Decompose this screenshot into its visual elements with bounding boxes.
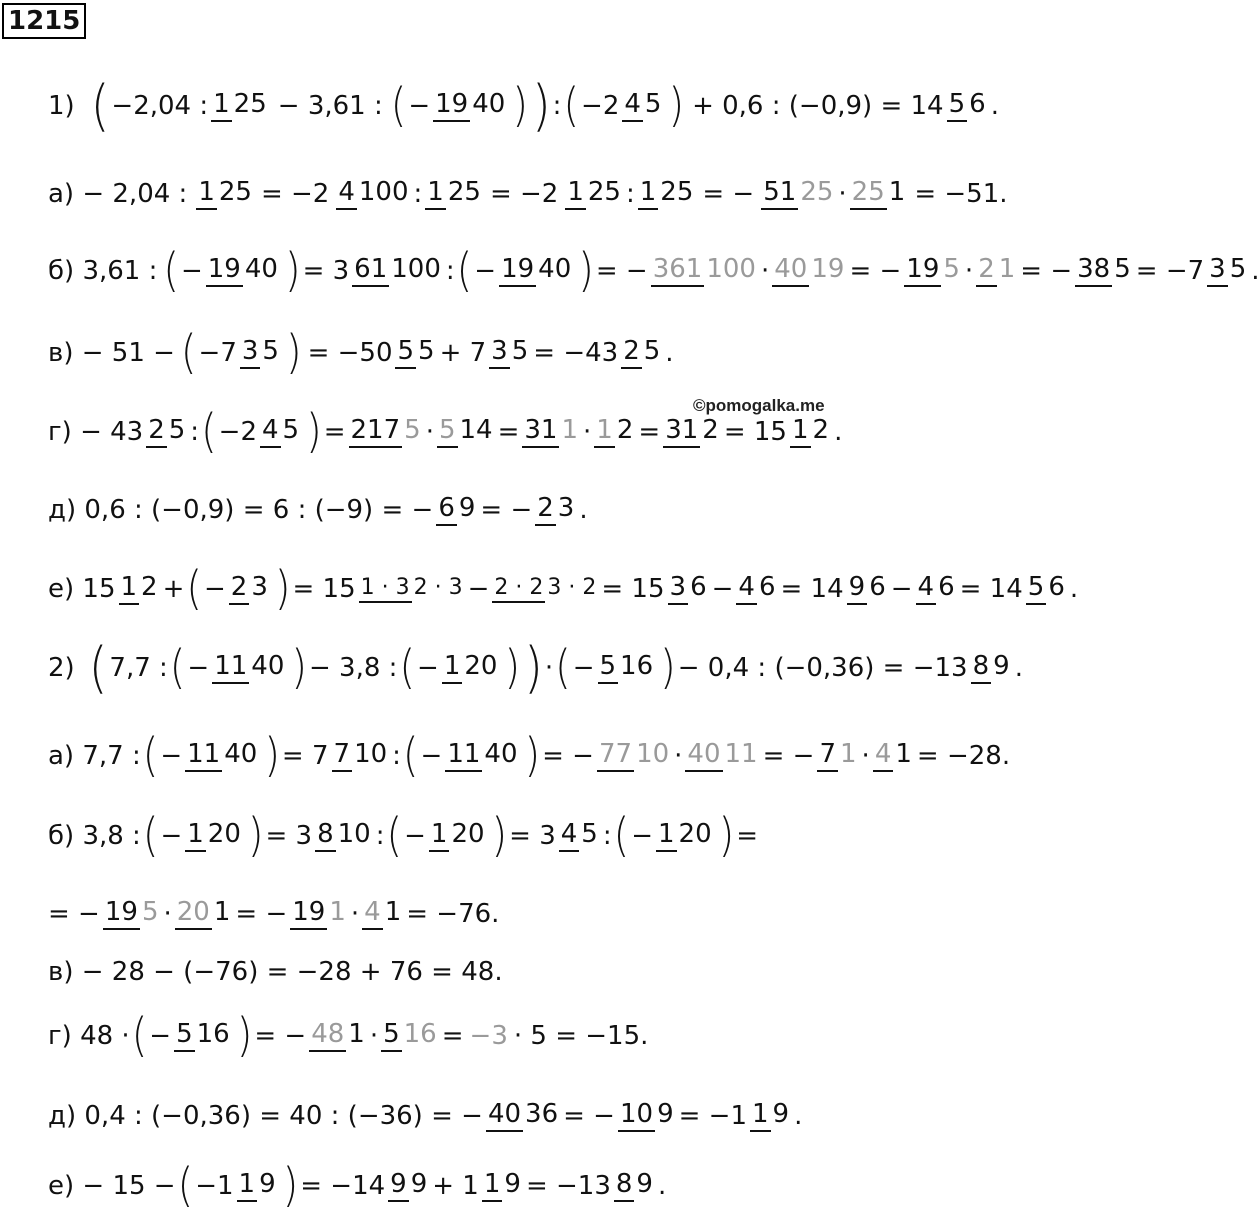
fraction: 48 1	[309, 1020, 367, 1051]
fraction: 9 9	[388, 1170, 429, 1201]
fraction: 5 16	[381, 1020, 439, 1051]
fraction: 5 6	[947, 90, 988, 121]
paren: (	[88, 635, 108, 701]
label: 2)	[48, 653, 75, 683]
text: = 14	[959, 574, 1023, 604]
fraction: 4 5	[622, 90, 663, 121]
text: −	[474, 256, 497, 286]
fraction: 25 1	[850, 178, 908, 209]
fraction: 19 1	[290, 898, 348, 929]
text: = 14	[780, 574, 844, 604]
text: ·	[760, 256, 770, 286]
paren: )	[491, 809, 508, 863]
text: = 7	[281, 741, 329, 771]
fraction: 19 5	[904, 255, 962, 286]
paren: )	[531, 73, 551, 139]
paren: (	[169, 641, 186, 695]
fraction: 19 40	[206, 255, 280, 286]
text: ·	[583, 417, 592, 447]
fraction: 1 20	[656, 820, 714, 851]
paren: (	[613, 809, 630, 863]
label: 1)	[48, 91, 75, 121]
label: е) − 15 −	[48, 1171, 176, 1201]
paren: (	[201, 405, 217, 459]
fraction: 4 5	[260, 416, 301, 447]
text: = −	[849, 256, 902, 286]
text: + 0,6 : (−0,9) = 14	[692, 91, 944, 121]
paren: )	[282, 1159, 299, 1213]
paren: (	[456, 244, 473, 298]
text: +	[162, 574, 185, 604]
fraction: 1 20	[429, 820, 487, 851]
line-2v	[48, 955, 503, 989]
fraction: 3 5	[489, 337, 530, 368]
fraction: 1 20	[185, 820, 243, 851]
text: · 5 = −15.	[513, 1021, 649, 1051]
text: :	[375, 821, 385, 851]
text: ·	[369, 1021, 379, 1051]
text: ·	[163, 899, 172, 929]
text: .	[990, 91, 999, 121]
text: = −	[542, 741, 594, 771]
text: −	[187, 653, 210, 683]
text: −	[204, 574, 226, 604]
fraction: 2 3	[535, 494, 576, 525]
fraction: 1 2	[594, 416, 635, 447]
text: − 0,4 : (−0,36) = −13	[677, 653, 968, 683]
label: в) − 51 −	[48, 338, 175, 368]
text: = −7	[1135, 256, 1205, 286]
text: = −	[235, 899, 288, 929]
paren: )	[524, 729, 541, 783]
paren: )	[512, 79, 528, 133]
fraction: 5 6	[1026, 573, 1067, 604]
paren: (	[163, 244, 179, 298]
text: = −	[595, 256, 648, 286]
text: ·	[674, 741, 683, 771]
text: = −43	[533, 338, 619, 368]
paren: (	[142, 729, 159, 783]
text: −	[160, 821, 183, 851]
text: −	[572, 653, 595, 683]
text: =	[323, 417, 346, 447]
line-1v	[48, 317, 674, 389]
fraction: 11 40	[185, 740, 259, 771]
text: −3	[469, 1021, 508, 1051]
fraction: 40 11	[685, 740, 759, 771]
text: = −2	[489, 179, 559, 209]
fraction: 20 1	[175, 898, 233, 929]
text: :	[602, 821, 612, 851]
line-2e	[48, 1150, 666, 1222]
fraction: 3 6	[668, 573, 709, 604]
text: ·	[425, 417, 434, 447]
fraction: 40 36	[486, 1100, 560, 1131]
fraction: 2 5	[621, 337, 662, 368]
text: 7,7 :	[109, 653, 168, 683]
fraction: 2 5	[146, 416, 187, 447]
text: .	[579, 495, 588, 525]
text: = −	[480, 495, 533, 525]
paren: (	[131, 1009, 148, 1063]
fraction: 19 40	[499, 255, 573, 286]
line-1d	[48, 474, 588, 546]
fraction: 1 2	[119, 573, 160, 604]
fraction: 4 1	[362, 898, 403, 929]
fraction: 1 25	[565, 178, 623, 209]
text: −	[420, 741, 443, 771]
fraction: 19 40	[433, 90, 507, 121]
text: .	[1014, 653, 1023, 683]
text: −	[890, 574, 913, 604]
text: = 3	[302, 256, 350, 286]
fraction: 217 5	[349, 416, 423, 447]
fraction: 361 100	[651, 255, 758, 286]
fraction: 1 2	[790, 416, 831, 447]
line-2	[48, 630, 1023, 706]
text: .	[1069, 574, 1079, 604]
fraction: 11 40	[445, 740, 519, 771]
text: = 15	[601, 574, 665, 604]
fraction: 1 25	[196, 178, 254, 209]
fraction: 1 25	[211, 90, 269, 121]
text: = −	[1020, 256, 1073, 286]
label: а) 7,7 :	[48, 741, 141, 771]
fraction: 2 · 2 3 · 2	[492, 575, 598, 602]
text: :	[190, 417, 200, 447]
text: −	[404, 821, 426, 851]
text: :	[625, 179, 635, 209]
line-2d	[48, 1080, 802, 1152]
paren: )	[274, 562, 291, 616]
text: .	[665, 338, 674, 368]
paren: )	[660, 641, 676, 695]
text: −	[711, 574, 734, 604]
text: −	[149, 1021, 172, 1051]
paren: )	[236, 1009, 253, 1063]
paren: (	[399, 641, 416, 695]
problem-number: 1215	[2, 3, 86, 39]
line-1	[48, 68, 999, 144]
text: =	[638, 417, 661, 447]
fraction: 40 19	[772, 255, 846, 286]
fraction: 7 10	[332, 740, 390, 771]
fraction: 5 16	[598, 652, 656, 683]
text: :	[552, 91, 562, 121]
fraction: 4 6	[736, 573, 777, 604]
text: :	[392, 741, 401, 771]
paren: (	[386, 809, 403, 863]
line-1e	[48, 553, 1078, 625]
paren: )	[578, 244, 594, 298]
text: = −51.	[914, 179, 1008, 209]
watermark: ©pomogalka.me	[693, 396, 825, 415]
text: = −13	[525, 1171, 611, 1201]
label: д) 0,4 : (−0,36) = 40 : (−36) = −	[48, 1101, 483, 1131]
text: −	[408, 91, 431, 121]
paren: )	[284, 244, 301, 298]
paren: (	[563, 79, 580, 133]
line-2b	[48, 800, 758, 872]
paren: )	[291, 641, 307, 695]
text: = 15	[723, 417, 787, 447]
fraction: 11 40	[212, 652, 286, 683]
text: =	[441, 1021, 464, 1051]
text: −2	[581, 91, 620, 121]
fraction: 7 1	[817, 740, 858, 771]
label: в) − 28 − (−76) = −28 + 76 = 48.	[48, 957, 503, 987]
paren: )	[306, 405, 322, 459]
paren: (	[177, 1159, 194, 1213]
fraction: 5 16	[174, 1020, 232, 1051]
fraction: 3 5	[1207, 255, 1248, 286]
text: ·	[861, 741, 870, 771]
label: б) 3,61 :	[48, 256, 158, 286]
line-2b-cont	[48, 878, 499, 950]
text: .	[657, 1171, 667, 1201]
text: = −	[254, 1021, 307, 1051]
text: ·	[838, 179, 847, 209]
text: −2,04 :	[111, 91, 209, 121]
fraction: 4 6	[916, 573, 957, 604]
text: = −14	[300, 1171, 386, 1201]
text: − 3,8 :	[309, 653, 398, 683]
fraction: 1 20	[442, 652, 500, 683]
fraction: 9 6	[847, 573, 888, 604]
text: .	[1251, 256, 1260, 286]
text: = −28.	[916, 741, 1011, 771]
fraction: 1 9	[237, 1170, 278, 1201]
text: = −2	[260, 179, 330, 209]
fraction: 1 9	[750, 1100, 791, 1131]
fraction: 77 10	[597, 740, 671, 771]
label: б) 3,8 :	[48, 821, 141, 851]
text: .	[794, 1101, 803, 1131]
text: + 1	[432, 1171, 479, 1201]
fraction: 4 5	[559, 820, 600, 851]
line-1a	[48, 158, 1008, 230]
fraction: 1 25	[425, 178, 483, 209]
text: = 15	[292, 574, 356, 604]
line-1g	[48, 396, 842, 468]
text: ·	[544, 653, 554, 683]
text: −7	[198, 338, 237, 368]
paren: (	[390, 79, 407, 133]
line-2a	[48, 720, 1010, 792]
paren: )	[504, 641, 521, 695]
fraction: 19 5	[103, 898, 161, 929]
label: г) 48 ·	[48, 1021, 130, 1051]
text: + 7	[439, 338, 487, 368]
paren: )	[285, 326, 302, 380]
label: е) 15	[48, 574, 116, 604]
text: = −	[762, 741, 815, 771]
fraction: 2 3	[229, 573, 270, 604]
fraction: 8 9	[614, 1170, 655, 1201]
text: = −	[563, 1101, 615, 1131]
text: − 3,61 :	[277, 91, 383, 121]
label: а) − 2,04 :	[48, 179, 188, 209]
paren: )	[264, 729, 280, 783]
text: = −50	[307, 338, 393, 368]
text: −1	[195, 1171, 234, 1201]
text: = 3	[265, 821, 313, 851]
fraction: 31 1	[522, 416, 580, 447]
text: .	[834, 417, 843, 447]
fraction: 5 5	[395, 337, 436, 368]
paren: )	[524, 635, 543, 701]
fraction: 1 · 3 2 · 3	[359, 575, 465, 602]
fraction: 61 100	[352, 255, 443, 286]
line-1b	[48, 235, 1260, 307]
text: ·	[964, 256, 974, 286]
fraction: 4 100	[336, 178, 410, 209]
fraction: 51 25	[761, 178, 835, 209]
fraction: 1 25	[638, 178, 696, 209]
text: −	[180, 256, 203, 286]
paren: (	[142, 809, 159, 863]
paren: )	[247, 809, 264, 863]
text: = −	[702, 179, 755, 209]
text: :	[445, 256, 455, 286]
text: −	[160, 741, 183, 771]
text: −	[631, 821, 653, 851]
text: −	[417, 653, 439, 683]
fraction: 4 1	[873, 740, 914, 771]
text: :	[413, 179, 423, 209]
text: =	[736, 821, 759, 851]
fraction: 6 9	[436, 494, 477, 525]
fraction: 1 9	[482, 1170, 523, 1201]
fraction: 38 5	[1075, 255, 1133, 286]
paren: (	[555, 641, 571, 695]
text: −	[467, 574, 490, 604]
label: = −	[48, 899, 100, 929]
fraction: 10 9	[618, 1100, 676, 1131]
text: = −1	[678, 1101, 747, 1131]
fraction: 2 1	[976, 255, 1017, 286]
paren: )	[668, 79, 685, 133]
paren: )	[718, 809, 735, 863]
paren: (	[186, 562, 202, 616]
label: д) 0,6 : (−0,9) = 6 : (−9) = −	[48, 495, 434, 525]
text: ·	[350, 899, 360, 929]
fraction: 3 5	[240, 337, 281, 368]
label: г) − 43	[48, 417, 144, 447]
text: −2	[218, 417, 257, 447]
fraction: 8 9	[971, 652, 1012, 683]
paren: (	[180, 326, 197, 380]
paren: (	[402, 729, 419, 783]
fraction: 5 14	[437, 416, 495, 447]
fraction: 8 10	[315, 820, 373, 851]
text: = 3	[509, 821, 556, 851]
line-2g	[48, 1000, 648, 1072]
paren: (	[90, 73, 110, 139]
text: =	[497, 417, 520, 447]
text: = −76.	[406, 899, 500, 929]
fraction: 31 2	[663, 416, 721, 447]
